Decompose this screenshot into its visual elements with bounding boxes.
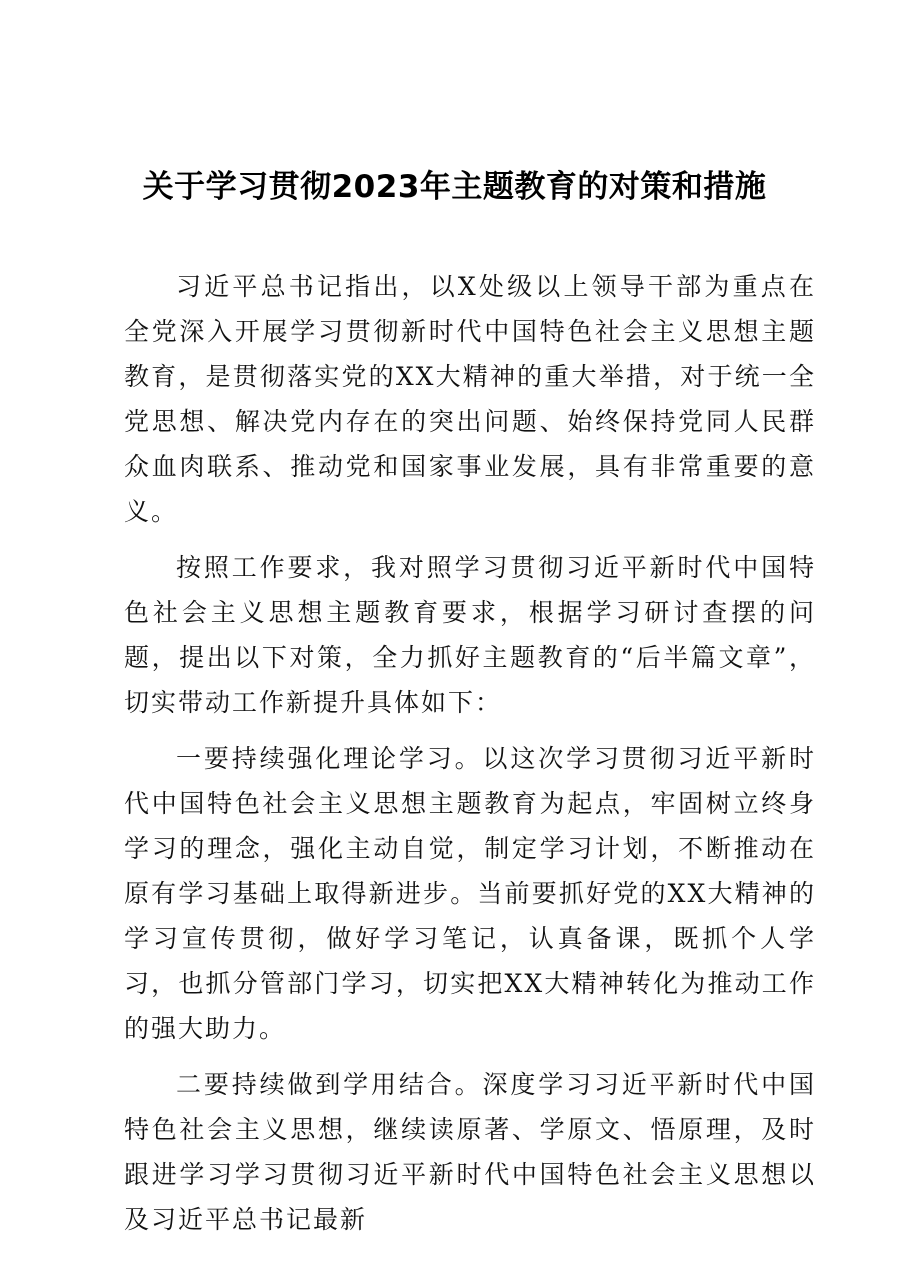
document-title: 关于学习贯彻2023年主题教育的对策和措施 (142, 169, 767, 205)
document-body (124, 264, 816, 1253)
paragraph-study-application: 二要持续做到学用结合。深度学习习近平新时代中国特色社会主义思想，继续读原著、学原文、悟原理，及时跟进学习学习贯彻习近平新时代中国特色社会主义思想以及习近平总书记最新 (124, 1070, 816, 1234)
paragraph-intro: 习近平总书记指出，以X处级以上领导干部为重点在全党深入开展学习贯彻新时代中国特色社会主义思想主题教育，是贯彻落实党的XX大精神的重大举措，对于统一全党思想、解决党内存在的突出问题、始终保持党同人民群众血肉联系、推动党和国家事业发展，具有非常重要的意义。 (124, 272, 816, 526)
paragraph-theory-study: 一要持续强化理论学习。以这次学习贯彻习近平新时代中国特色社会主义思想主题教育为起点，牢固树立终身学习的理念，强化主动自觉，制定学习计划，不断推动在原有学习基础上取得新进步。当前要抓好党的XX大精神的学习宣传贯彻，做好学习笔记，认真备课，既抓个人学习，也抓分管部门学习，切实把XX大精神转化为推动工作的强大助力。 (124, 744, 816, 1043)
paragraph-requirements: 按照工作要求，我对照学习贯彻习近平新时代中国特色社会主义思想主题教育要求，根据学习研讨查摆的问题，提出以下对策，全力抓好主题教育的“后半篇文章”，切实带动工作新提升具体如下： (124, 553, 816, 717)
